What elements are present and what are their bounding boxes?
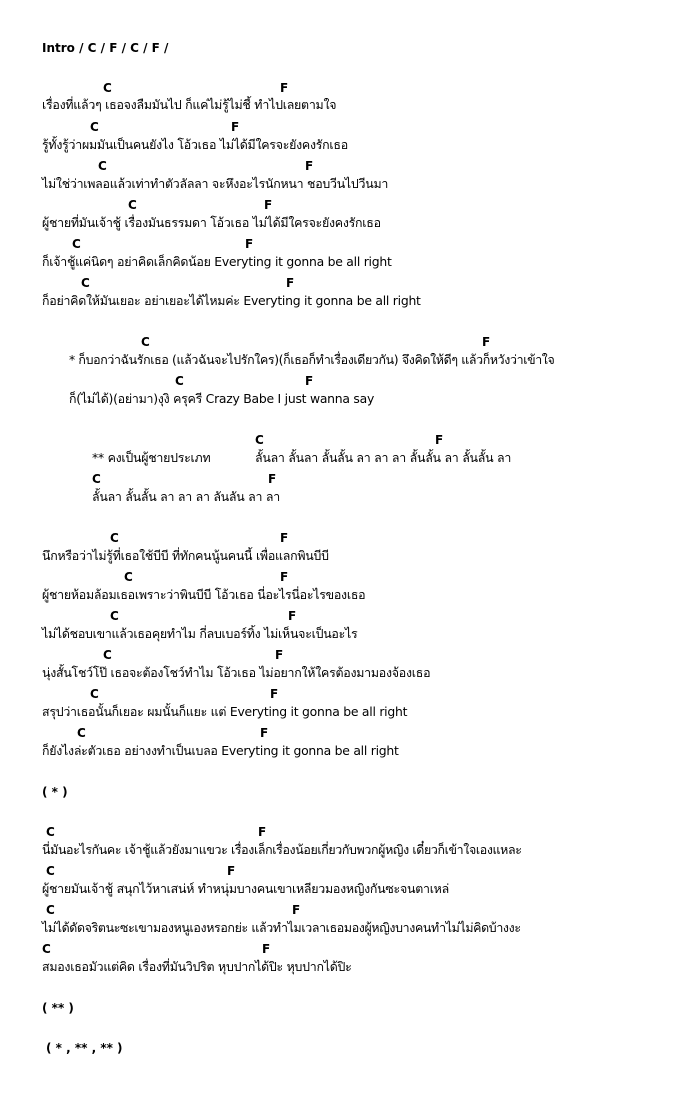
chord-f: F <box>305 159 314 173</box>
lyric-line: ก็(ไม่ได้)(อย่ามา)งุงิ ครุครี Crazy Babe I just wanna say <box>69 391 375 406</box>
chord-c: C <box>90 687 99 701</box>
chord-c: C <box>46 864 55 878</box>
lyric-line: สมองเธอมัวแต่คิด เรื่องที่มันวิปริต หุบปากได้ปิะ หุบปากได้ปิะ <box>42 959 352 974</box>
chord-f: F <box>268 472 277 486</box>
lyric-line: ไม่ได้ดัดจริตนะซะเขามองหนูเองหรอกย่ะ แล้วทำไมเวลาเธอมองผู้หญิงบางคนทำไม่ไม่คิดบ้างงะ <box>42 920 521 935</box>
chord-c: C <box>103 648 112 662</box>
lyric-line: นึกหรือว่าไม่รู้ที่เธอใช้บีบี ที่ทักคนนู้นคนนี้ เพื่อแลกพินบีบี <box>42 548 329 563</box>
chord-f: F <box>260 726 269 740</box>
lyric-line: ก็เจ้าชู้แค่นิดๆ อย่าคิดเล็กคิดน้อย Everyting it gonna be all right <box>42 254 392 269</box>
chord-c: C <box>77 726 86 740</box>
chord-f: F <box>227 864 236 878</box>
chord-f: F <box>258 825 267 839</box>
lyric-line: * ก็บอกว่าฉันรักเธอ (แล้วฉันจะไปรักใคร)(ก็เธอก็ทำเรื่องเดียวกัน) จึงคิดให้ดีๆ แล้วก็หวังว่าเข้าใจ <box>69 352 555 367</box>
chord-f: F <box>288 609 297 623</box>
lyric-line: ก็ยังไงล่ะตัวเธอ อย่างงทำเป็นเบลอ Everyting it gonna be all right <box>42 743 399 758</box>
chorus-intro: ** คงเป็นผู้ชายประเภท <box>92 450 211 465</box>
chord-c: C <box>42 942 51 956</box>
repeat-marker: ( * , ** , ** ) <box>46 1041 123 1055</box>
chord-c: C <box>255 433 264 447</box>
chord-f: F <box>292 903 301 917</box>
chord-c: C <box>72 237 81 251</box>
chord-f: F <box>262 942 271 956</box>
lyric-line: สรุปว่าเธอนั้นก็เยอะ ผมนั้นก็แยะ แต่ Everyting it gonna be all right <box>42 704 408 719</box>
chord-f: F <box>280 531 289 545</box>
lyric-line: รู้ทั้งรู้ว่าผมมันเป็นคนยังไง โอ้วเธอ ไม่ได้มีใครจะยังคงรักเธอ <box>42 137 348 152</box>
repeat-marker: ( * ) <box>42 785 68 799</box>
chord-f: F <box>482 335 491 349</box>
chord-c: C <box>90 120 99 134</box>
chord-c: C <box>124 570 133 584</box>
lyric-line: ไม่ใช่ว่าเพลอแล้วเท่าทำตัวลัลลา จะหึงอะไรนักหนา ชอบวีนไปวีนมา <box>42 176 389 191</box>
chord-c: C <box>46 903 55 917</box>
chord-f: F <box>305 374 314 388</box>
chord-c: C <box>103 81 112 95</box>
lyric-line: ผู้ชายห้อมล้อมเธอเพราะว่าพินบีบี โอ้วเธอ นี่อะไรนี่อะไรของเธอ <box>42 587 366 602</box>
lyric-line: ไม่ได้ชอบเขาแล้วเธอคุยทำไม กี่ลบเบอร์ทิ้ง ไม่เห็นจะเป็นอะไร <box>42 626 358 641</box>
chord-f: F <box>245 237 254 251</box>
chord-f: F <box>286 276 295 290</box>
chord-c: C <box>175 374 184 388</box>
chord-f: F <box>275 648 284 662</box>
chord-f: F <box>264 198 273 212</box>
chord-c: C <box>98 159 107 173</box>
repeat-marker: ( ** ) <box>42 1001 74 1015</box>
lyric-line: ก็อย่าคิดให้มันเยอะ อย่าเยอะได้ไหมค่ะ Everyting it gonna be all right <box>42 293 421 308</box>
chord-f: F <box>280 81 289 95</box>
chord-c: C <box>128 198 137 212</box>
lyric-line: นี่มันอะไรกันคะ เจ้าชู้แล้วยังมาแขวะ เรื่องเล็กเรื่องน้อยเกี่ยวกับพวกผู้หญิง เดี๋ยวก็เข้าใจเองแหละ <box>42 842 522 857</box>
chord-c: C <box>141 335 150 349</box>
lyric-line: ผู้ชายมันเจ้าชู้ สนุกไว้หาเสน่ห์ ทำหนุ่มบางคนเขาเหลียวมองหญิงกันซะจนตาเหล่ <box>42 881 449 896</box>
chord-c: C <box>110 609 119 623</box>
chord-f: F <box>231 120 240 134</box>
lyric-line: นุ่งสั้นโชว์โป๊ เธอจะต้องโชว์ทำไม โอ้วเธอ ไม่อยากให้ใครต้องมามองจ้องเธอ <box>42 665 431 680</box>
lyric-line: เรื่องที่แล้วๆ เธอจงลืมมันไป ก็แค่ไม่รู้ไม่ชี้ ทำไปเลยตามใจ <box>42 97 337 112</box>
lyric-line: ผู้ชายที่มันเจ้าชู้ เรื่องมันธรรมดา โอ้วเธอ ไม่ได้มีใครจะยังคงรักเธอ <box>42 215 381 230</box>
chord-f: F <box>435 433 444 447</box>
chord-f: F <box>270 687 279 701</box>
chord-f: F <box>280 570 289 584</box>
chord-c: C <box>81 276 90 290</box>
chord-c: C <box>46 825 55 839</box>
lyric-line: ลั้นลา ลั้นลา ลั้นลั้น ลา ลา ลา ลั้นลั้น ลา ลั้นลั้น ลา <box>255 450 512 465</box>
chord-c: C <box>92 472 101 486</box>
chord-c: C <box>110 531 119 545</box>
intro-line: Intro / C / F / C / F / <box>42 41 169 55</box>
lyric-line: ลั้นลา ลั้นลั้น ลา ลา ลา ลันลัน ลา ลา <box>92 489 280 504</box>
